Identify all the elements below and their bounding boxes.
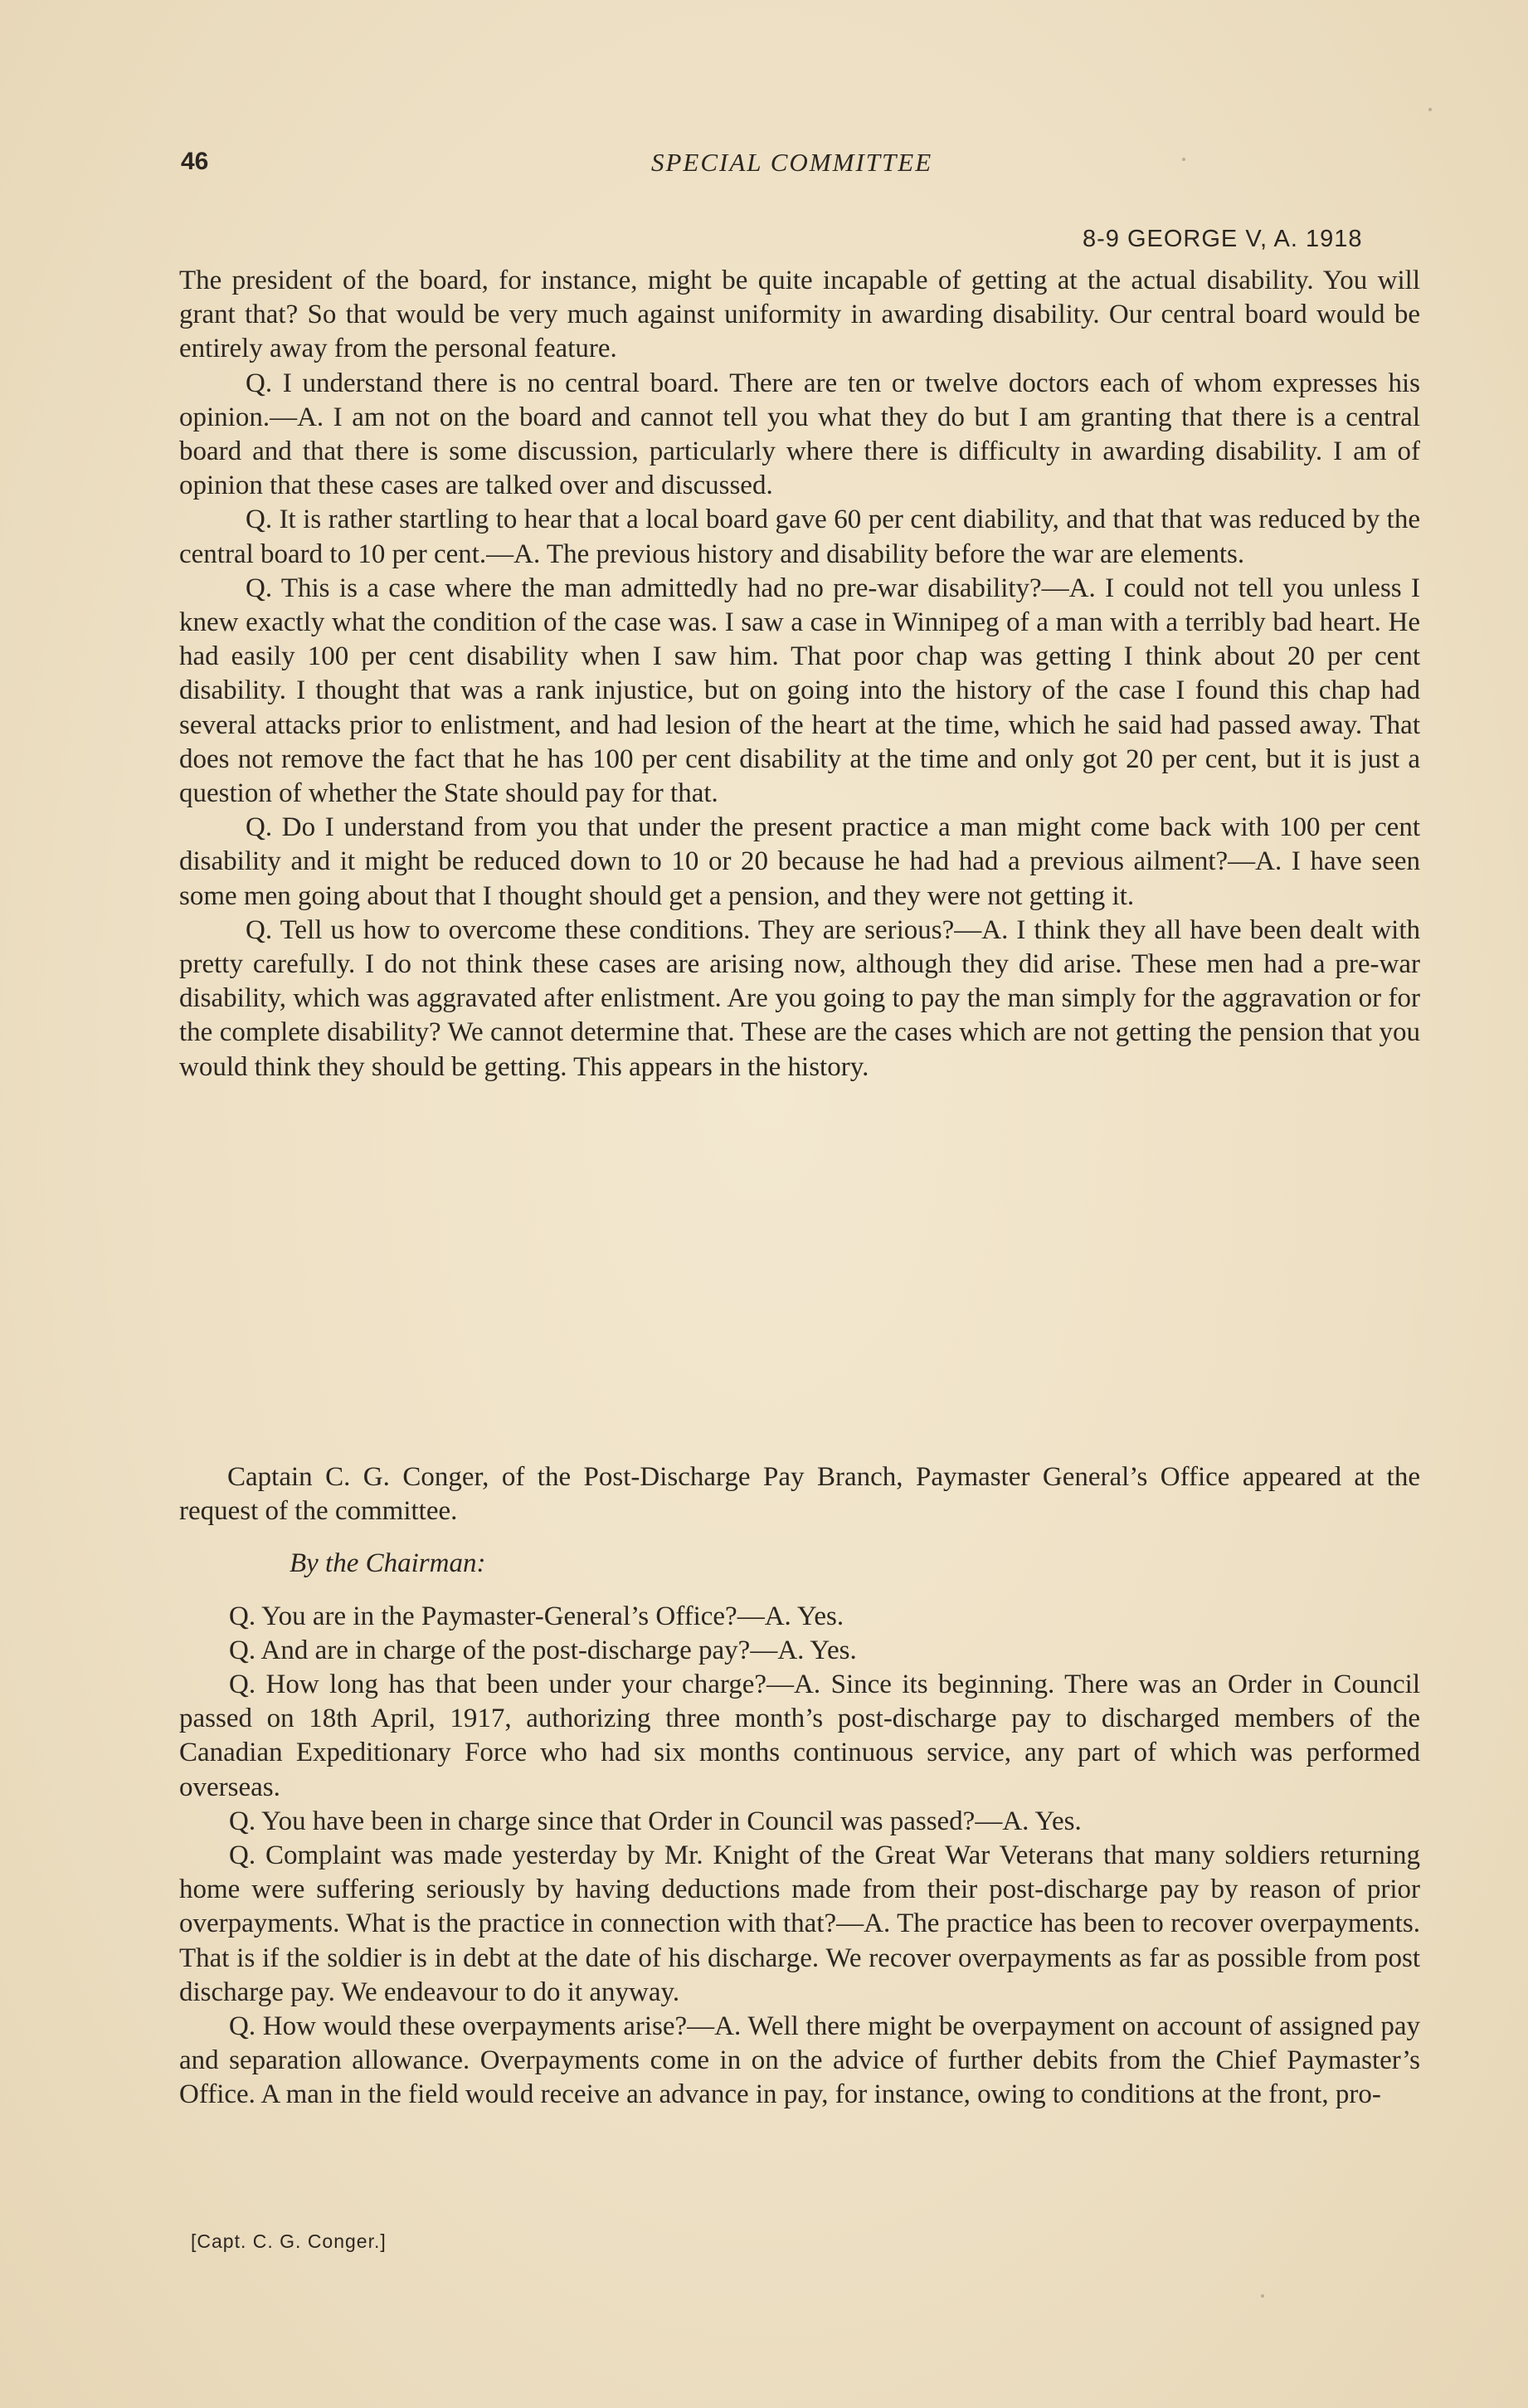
witness-introduction: Captain C. G. Conger, of the Post-Discharge Pay Branch, Paymaster General’s Office appeared at the request of the committee.	[179, 1462, 1420, 1527]
running-title: SPECIAL COMMITTEE	[651, 148, 933, 177]
question-paragraph: Q. I understand there is no central board. There are ten or twelve doctors each of whom expresses his opinion.—A. I am not on the board and cannot tell you what they do but I am granting that there is a central board and that there is some discussion, particularly where there is difficulty in awarding disability. I am of opinion that these cases are talked over and discussed.	[179, 368, 1420, 501]
paper-speck	[1428, 108, 1432, 111]
question-paragraph: Q. This is a case where the man admittedly had no pre-war disability?—A. I could not tell you unless I knew exactly what the condition of the case was. I saw a case in Winnipeg of a man with a terribly bad heart. He had easily 100 per cent disability when I saw him. That poor chap was getting I think about 20 per cent disability. I thought that was a rank injustice, but on going into the history of the case I found this chap had several attacks prior to enlistment, and had lesion of the heart at the time, which he said had passed away. That does not remove the fact that he has 100 per cent disability at the time and only got 20 per cent, but it is just a question of whether the State should pay for that.	[179, 573, 1420, 809]
question-paragraph: Q. You are in the Paymaster-General’s Office?—A. Yes.	[229, 1601, 844, 1631]
question-paragraph: Q. And are in charge of the post-discharge pay?—A. Yes.	[229, 1635, 857, 1665]
paper-speck	[1182, 158, 1185, 161]
session-reference: 8-9 GEORGE V, A. 1918	[1083, 226, 1363, 252]
examiner-byline: By the Chairman:	[290, 1548, 486, 1579]
paper-speck	[1261, 2294, 1264, 2298]
continued-paragraph: The president of the board, for instance, might be quite incapable of getting at the actual disability. You will grant that? So that would be very much against uniformity in awarding disability. Our central board would be entirely away from the personal feature.	[179, 266, 1420, 364]
page-header	[0, 0, 1528, 274]
question-paragraph: Q. How long has that been under your charge?—A. Since its beginning. There was an Order in Council passed on 18th April, 1917, authorizing three month’s post-discharge pay to discharged members of the Canadian Expeditionary Force who had six months continuous service, any part of which was performed overseas.	[179, 1670, 1420, 1802]
witness-footer-tag: [Capt. C. G. Conger.]	[191, 2230, 387, 2252]
testimony-section-a	[179, 264, 1420, 1085]
question-paragraph: Q. Complaint was made yesterday by Mr. Knight of the Great War Veterans that many soldiers returning home were suffering seriously by having deductions made from their post-discharge pay by reason of prior overpayments. What is the practice in connection with that?—A. The practice has been to recover overpayments. That is if the soldier is in debt at the date of his discharge. We recover overpayments as far as possible from post discharge pay. We endeavour to do it anyway.	[179, 1840, 1420, 2007]
question-paragraph: Q. It is rather startling to hear that a local board gave 60 per cent diability, and that that was reduced by the central board to 10 per cent.—A. The previous history and disability before the war are elements.	[179, 505, 1420, 569]
page-number: 46	[181, 148, 209, 175]
question-paragraph: Q. Do I understand from you that under the present practice a man might come back with 100 per cent disability and it might be reduced down to 10 or 20 because he had had a previous ailment?—A. I have seen some men going about that I thought should get a pension, and they were not getting it.	[179, 812, 1420, 911]
question-paragraph: Q. You have been in charge since that Order in Council was passed?—A. Yes.	[229, 1806, 1082, 1836]
question-paragraph: Q. Tell us how to overcome these conditions. They are serious?—A. I think they all have been dealt with pretty carefully. I do not think these cases are arising now, although they did arise. These men had a pre-war disability, which was aggravated after enlistment. Are you going to pay the man simply for the aggravation or for the complete disability? We cannot determine that. These are the cases which are not getting the pension that you would think they should be getting. This appears in the history.	[179, 914, 1420, 1082]
testimony-section-b	[179, 1460, 1420, 2113]
question-paragraph: Q. How would these overpayments arise?—A. Well there might be overpayment on account of assigned pay and separation allowance. Overpayments come in on the advice of further debits from the Chief Paymaster’s Office. A man in the field would receive an advance in pay, for instance, owing to conditions at the front, pro-	[179, 2011, 1420, 2110]
